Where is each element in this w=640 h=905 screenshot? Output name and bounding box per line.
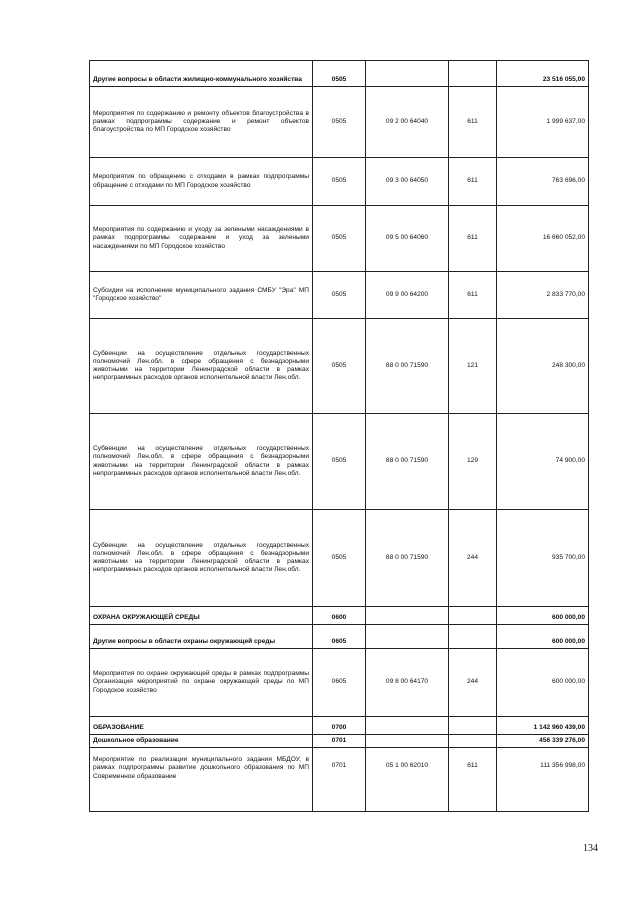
row-amount: 2 833 770,00 xyxy=(497,272,589,319)
row-article-code xyxy=(366,625,449,649)
row-amount: 74 900,00 xyxy=(497,414,589,510)
table-row xyxy=(90,319,589,414)
row-expense-type xyxy=(449,735,497,748)
row-expense-type: 244 xyxy=(449,510,497,607)
row-name: Мероприятия по охране окружающей среды в рамках подпрограммы Организация мероприятий по охране окружающей среды по МП Городское хозяйство xyxy=(90,649,313,717)
row-article-code: 09 9 00 64200 xyxy=(366,272,449,319)
row-amount: 456 339 276,00 xyxy=(497,735,589,748)
row-expense-type: 611 xyxy=(449,272,497,319)
table-row xyxy=(90,717,589,735)
row-article-code xyxy=(366,61,449,87)
row-article-code: 09 3 00 64050 xyxy=(366,158,449,206)
row-name: Дошкольное образование xyxy=(90,735,313,748)
row-expense-type xyxy=(449,61,497,87)
table-row xyxy=(90,649,589,717)
row-expense-type: 121 xyxy=(449,319,497,414)
row-name: Другие вопросы в области охраны окружающей среды xyxy=(90,625,313,649)
table-row xyxy=(90,206,589,272)
row-article-code xyxy=(366,735,449,748)
row-section-code: 0505 xyxy=(313,414,366,510)
row-section-code: 0701 xyxy=(313,748,366,812)
table-row xyxy=(90,61,589,87)
row-expense-type xyxy=(449,607,497,625)
row-amount: 1 142 960 439,00 xyxy=(497,717,589,735)
table-row xyxy=(90,510,589,607)
table-row xyxy=(90,607,589,625)
page-number: 134 xyxy=(583,843,598,854)
row-amount: 763 696,00 xyxy=(497,158,589,206)
row-article-code: 09 5 00 64060 xyxy=(366,206,449,272)
row-name: Мероприятия по содержанию и уходу за зелеными насаждениями в рамках подпрограммы содержание и уход за зелеными насаждениями по МП Городское хозяйство xyxy=(90,206,313,272)
row-article-code: 88 0 00 71590 xyxy=(366,319,449,414)
row-section-code: 0505 xyxy=(313,206,366,272)
table-row xyxy=(90,87,589,158)
row-name: Мероприятия по содержанию и ремонту объектов благоустройства в рамках подпрограммы содержание и ремонт объектов благоустройства по МП Городское хозяйство xyxy=(90,87,313,158)
row-article-code xyxy=(366,717,449,735)
row-section-code: 0505 xyxy=(313,272,366,319)
row-name: Мероприятия по обращению с отходами в рамках подпрограммы обращение с отходами по МП Городское хозяйство xyxy=(90,158,313,206)
row-amount: 935 700,00 xyxy=(497,510,589,607)
row-name: Субвенции на осуществление отдельных государственных полномочий Лен.обл. в сфере обращения с безнадзорными животными на территории Ленинградской области в рамках непрограммных расходов органов исполнительной власти Лен.обл. xyxy=(90,414,313,510)
row-article-code: 09 2 00 64040 xyxy=(366,87,449,158)
row-expense-type: 611 xyxy=(449,158,497,206)
row-section-code: 0505 xyxy=(313,319,366,414)
table-row xyxy=(90,625,589,649)
row-expense-type: 244 xyxy=(449,649,497,717)
row-section-code: 0600 xyxy=(313,607,366,625)
row-amount: 600 000,00 xyxy=(497,625,589,649)
row-amount: 600 000,00 xyxy=(497,649,589,717)
row-article-code: 05 1 00 62010 xyxy=(366,748,449,812)
row-name: Мероприятие по реализации муниципального задания МБДОУ, в рамках подпрограммы развитие дошкольного образования по МП Современное образование xyxy=(90,748,313,812)
row-expense-type: 129 xyxy=(449,414,497,510)
row-article-code xyxy=(366,607,449,625)
row-name: ОХРАНА ОКРУЖАЮЩЕЙ СРЕДЫ xyxy=(90,607,313,625)
row-name: Субвенции на осуществление отдельных государственных полномочий Лен.обл. в сфере обращения с безнадзорными животными на территории Ленинградской области в рамках непрограммных расходов органов исполнительной власти Лен.обл. xyxy=(90,510,313,607)
row-expense-type xyxy=(449,625,497,649)
table-row xyxy=(90,735,589,748)
row-amount: 111 356 998,00 xyxy=(497,748,589,812)
row-name: ОБРАЗОВАНИЕ xyxy=(90,717,313,735)
table-row xyxy=(90,158,589,206)
row-section-code: 0505 xyxy=(313,510,366,607)
row-name: Субвенции на осуществление отдельных государственных полномочий Лен.обл. в сфере обращения с безнадзорными животными на территории Ленинградской области в рамках непрограммных расходов органов исполнительной власти Лен.обл. xyxy=(90,319,313,414)
row-section-code: 0505 xyxy=(313,61,366,87)
row-article-code: 88 0 00 71590 xyxy=(366,510,449,607)
row-name: Другие вопросы в области жилищно-коммунального хозяйства xyxy=(90,61,313,87)
row-section-code: 0605 xyxy=(313,649,366,717)
row-amount: 16 660 052,00 xyxy=(497,206,589,272)
row-amount: 23 516 055,00 xyxy=(497,61,589,87)
row-expense-type: 611 xyxy=(449,748,497,812)
row-amount: 1 999 637,00 xyxy=(497,87,589,158)
row-section-code: 0505 xyxy=(313,87,366,158)
table-row xyxy=(90,414,589,510)
row-amount: 600 000,00 xyxy=(497,607,589,625)
row-article-code: 88 0 00 71590 xyxy=(366,414,449,510)
row-expense-type: 611 xyxy=(449,87,497,158)
row-section-code: 0701 xyxy=(313,735,366,748)
table-row xyxy=(90,748,589,812)
budget-table xyxy=(89,60,589,812)
row-section-code: 0605 xyxy=(313,625,366,649)
row-expense-type: 611 xyxy=(449,206,497,272)
row-name: Субсидии на исполнение муниципального задания СМБУ "Эра" МП "Городское хозяйство" xyxy=(90,272,313,319)
row-expense-type xyxy=(449,717,497,735)
table-row xyxy=(90,272,589,319)
row-amount: 248 300,00 xyxy=(497,319,589,414)
row-article-code: 09 8 00 64170 xyxy=(366,649,449,717)
row-section-code: 0505 xyxy=(313,158,366,206)
row-section-code: 0700 xyxy=(313,717,366,735)
